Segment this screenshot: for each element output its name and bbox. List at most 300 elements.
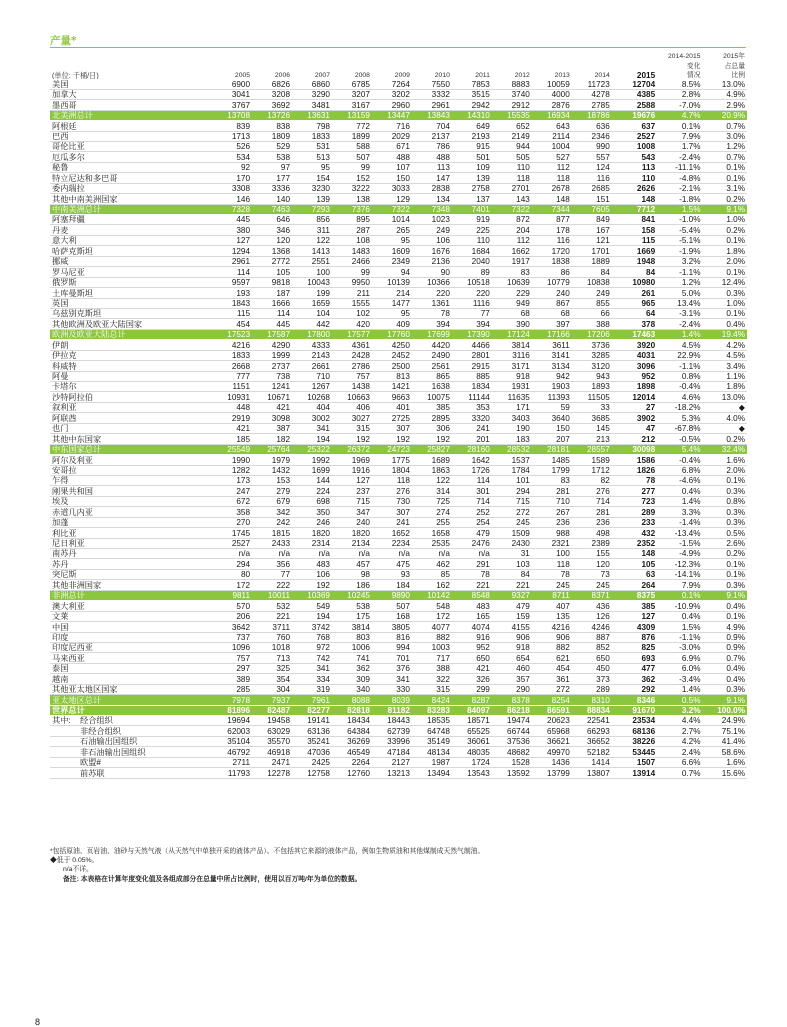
value-cell: 389 xyxy=(212,674,252,684)
value-cell: 2193 xyxy=(452,131,492,141)
value-cell: 10268 xyxy=(292,392,332,402)
value-cell: 877 xyxy=(532,215,572,225)
value-cell: 341 xyxy=(372,674,412,684)
value-2015: 12704 xyxy=(612,79,657,89)
group-row xyxy=(50,736,747,746)
row-label: 赤道几内亚 xyxy=(50,507,212,517)
value-cell: 314 xyxy=(412,486,452,496)
share-cell: 3.4% xyxy=(703,361,747,371)
value-cell: 7605 xyxy=(572,204,612,214)
share-cell: 4.5% xyxy=(703,350,747,360)
value-2015: 19676 xyxy=(612,110,657,120)
value-cell: 1368 xyxy=(252,246,292,256)
change-cell: -3.0% xyxy=(657,642,702,652)
change-cell: -4.9% xyxy=(657,549,702,559)
value-cell: 701 xyxy=(372,653,412,663)
value-cell: 2561 xyxy=(412,361,452,371)
value-cell: 10639 xyxy=(492,277,532,287)
value-cell: 1006 xyxy=(332,642,372,652)
country-row xyxy=(50,611,747,621)
value-cell: 838 xyxy=(252,121,292,131)
value-cell: 717 xyxy=(412,653,452,663)
value-cell: 1799 xyxy=(532,465,572,475)
value-cell: 3320 xyxy=(452,413,492,423)
value-cell: 3208 xyxy=(252,89,292,99)
row-label: 阿联酋 xyxy=(50,413,212,423)
country-row xyxy=(50,496,747,506)
value-cell: 2234 xyxy=(372,538,412,548)
value-cell: 4155 xyxy=(492,622,532,632)
value-cell: 1699 xyxy=(292,465,332,475)
region-total-row xyxy=(50,590,747,600)
value-cell: 33 xyxy=(572,402,612,412)
value-2015: 113 xyxy=(612,162,657,172)
row-label: 意大利 xyxy=(50,235,212,245)
country-row xyxy=(50,486,747,496)
row-label: 中东国家总计 xyxy=(50,444,212,454)
value-cell: 942 xyxy=(532,371,572,381)
value-2015: 385 xyxy=(612,601,657,611)
share-cell: 0.9% xyxy=(703,642,747,652)
value-cell: 4420 xyxy=(412,340,452,350)
value-cell: 82277 xyxy=(292,705,332,715)
value-cell: 315 xyxy=(332,423,372,433)
value-cell: 350 xyxy=(292,507,332,517)
value-2015: 12014 xyxy=(612,392,657,402)
value-cell: 84 xyxy=(572,267,612,277)
value-2015: 212 xyxy=(612,434,657,444)
value-cell: 307 xyxy=(372,507,412,517)
value-cell: 2425 xyxy=(292,757,332,767)
value-cell: 2029 xyxy=(372,131,412,141)
value-cell: 11635 xyxy=(492,392,532,402)
row-label: 尼日利亚 xyxy=(50,538,212,548)
value-cell: 380 xyxy=(212,225,252,235)
value-cell: 153 xyxy=(252,475,292,485)
value-cell: 4278 xyxy=(572,89,612,99)
share-cell: 100.0% xyxy=(703,705,747,715)
value-cell: 126 xyxy=(572,611,612,621)
value-cell: 13447 xyxy=(372,110,412,120)
value-cell: 199 xyxy=(292,288,332,298)
change-cell: -3.1% xyxy=(657,308,702,318)
value-cell: 527 xyxy=(532,152,572,162)
change-cell: 0.1% xyxy=(657,121,702,131)
value-cell: 865 xyxy=(412,371,452,381)
value-cell: 1999 xyxy=(252,350,292,360)
value-cell: 68 xyxy=(532,308,572,318)
value-cell: 6826 xyxy=(252,79,292,89)
value-cell: 326 xyxy=(452,674,492,684)
row-label: 挪威 xyxy=(50,256,212,266)
value-cell: 194 xyxy=(292,611,332,621)
value-cell: 1555 xyxy=(332,298,372,308)
share-cell: 9.1% xyxy=(703,695,747,705)
value-cell: 3033 xyxy=(372,183,412,193)
value-cell: 454 xyxy=(212,319,252,329)
value-cell: 49970 xyxy=(532,747,572,757)
header-row-1 xyxy=(50,51,747,60)
value-cell: 9811 xyxy=(212,590,252,600)
change-cell: 2.4% xyxy=(657,747,702,757)
share-cell: 3.1% xyxy=(703,183,747,193)
value-2015: 4385 xyxy=(612,89,657,99)
value-cell: 77 xyxy=(452,308,492,318)
value-cell: 294 xyxy=(212,559,252,569)
value-cell: n/a xyxy=(452,549,492,559)
share-header-bot: 比例 xyxy=(731,72,745,80)
value-cell: 855 xyxy=(572,298,612,308)
header-row-3 xyxy=(50,70,747,79)
value-cell: 204 xyxy=(492,225,532,235)
value-cell: 18434 xyxy=(332,716,372,726)
row-label: 哈萨克斯坦 xyxy=(50,246,212,256)
value-cell: 11793 xyxy=(212,768,252,778)
value-cell: 7961 xyxy=(292,695,332,705)
row-label: 其他亚太地区国家 xyxy=(50,684,212,694)
value-cell: 214 xyxy=(372,288,412,298)
value-2015: 637 xyxy=(612,121,657,131)
value-cell: 245 xyxy=(572,580,612,590)
value-2015: 38226 xyxy=(612,736,657,746)
value-cell: 190 xyxy=(492,423,532,433)
value-cell: 108 xyxy=(332,235,372,245)
value-cell: 185 xyxy=(212,434,252,444)
value-cell: 2040 xyxy=(452,256,492,266)
value-cell: n/a xyxy=(332,549,372,559)
value-cell: 2772 xyxy=(252,256,292,266)
value-cell: 1282 xyxy=(212,465,252,475)
value-cell: 159 xyxy=(492,611,532,621)
value-cell: 7322 xyxy=(492,204,532,214)
share-cell: 4.9% xyxy=(703,622,747,632)
value-cell: 116 xyxy=(572,173,612,183)
country-row xyxy=(50,642,747,652)
row-label: 埃及 xyxy=(50,496,212,506)
value-cell: 109 xyxy=(452,162,492,172)
value-2015: 362 xyxy=(612,674,657,684)
country-row xyxy=(50,528,747,538)
change-cell: 5.4% xyxy=(657,444,702,454)
share-cell: 3.0% xyxy=(703,131,747,141)
group-row xyxy=(50,747,747,757)
value-cell: 155 xyxy=(572,549,612,559)
year-header: 2011 xyxy=(475,72,490,80)
change-cell: 1.7% xyxy=(657,141,702,151)
share-cell: 19.4% xyxy=(703,329,747,339)
value-2015: 7712 xyxy=(612,204,657,214)
value-cell: 3814 xyxy=(492,340,532,350)
value-cell: 241 xyxy=(372,517,412,527)
value-cell: 35570 xyxy=(252,736,292,746)
country-row xyxy=(50,308,747,318)
value-cell: 95 xyxy=(372,235,412,245)
value-cell: 1483 xyxy=(332,246,372,256)
share-cell: 2.0% xyxy=(703,256,747,266)
value-cell: 2490 xyxy=(412,350,452,360)
value-cell: 140 xyxy=(252,194,292,204)
value-cell: 10245 xyxy=(332,590,372,600)
value-cell: 240 xyxy=(332,517,372,527)
value-cell: 8310 xyxy=(572,695,612,705)
value-cell: 83 xyxy=(492,267,532,277)
value-cell: 9950 xyxy=(332,277,372,287)
value-cell: 265 xyxy=(372,225,412,235)
value-cell: 100 xyxy=(292,267,332,277)
value-cell: 2912 xyxy=(492,100,532,110)
value-cell: 59 xyxy=(532,402,572,412)
value-cell: 17800 xyxy=(292,329,332,339)
value-cell: 13726 xyxy=(252,110,292,120)
value-cell: 2114 xyxy=(532,131,572,141)
country-row xyxy=(50,162,747,172)
value-cell: 1638 xyxy=(412,382,452,392)
value-cell: 4466 xyxy=(452,340,492,350)
value-cell: 406 xyxy=(332,402,372,412)
value-cell: 1662 xyxy=(492,246,532,256)
value-cell: 3290 xyxy=(292,89,332,99)
value-2015: 148 xyxy=(612,194,657,204)
value-cell: 3740 xyxy=(492,89,532,99)
value-cell: 207 xyxy=(532,434,572,444)
value-cell: 548 xyxy=(412,601,452,611)
share-cell: 0.3% xyxy=(703,684,747,694)
value-cell: 17206 xyxy=(572,329,612,339)
value-cell: 291 xyxy=(452,559,492,569)
value-cell: 8711 xyxy=(532,590,572,600)
share-cell: 4.2% xyxy=(703,340,747,350)
share-cell: 0.7% xyxy=(703,121,747,131)
row-label: 厄瓜多尔 xyxy=(50,152,212,162)
value-cell: 10043 xyxy=(292,277,332,287)
value-cell: 154 xyxy=(292,173,332,183)
value-cell: 777 xyxy=(212,371,252,381)
value-cell: 1804 xyxy=(372,465,412,475)
value-cell: 652 xyxy=(492,121,532,131)
country-row xyxy=(50,298,747,308)
value-cell: 3222 xyxy=(332,183,372,193)
value-cell: 1726 xyxy=(452,465,492,475)
value-cell: 2466 xyxy=(332,256,372,266)
value-2015: 1507 xyxy=(612,757,657,767)
value-cell: 122 xyxy=(412,475,452,485)
value-cell: 112 xyxy=(532,162,572,172)
value-cell: 17523 xyxy=(212,329,252,339)
value-cell: 1834 xyxy=(452,382,492,392)
share-cell: 15.6% xyxy=(703,768,747,778)
value-cell: 65525 xyxy=(452,726,492,736)
country-row xyxy=(50,194,747,204)
value-cell: 895 xyxy=(332,215,372,225)
country-row xyxy=(50,371,747,381)
value-cell: 906 xyxy=(492,632,532,642)
value-cell: 206 xyxy=(212,611,252,621)
value-cell: 84097 xyxy=(452,705,492,715)
value-cell: 549 xyxy=(292,601,332,611)
value-cell: 714 xyxy=(572,496,612,506)
country-row xyxy=(50,507,747,517)
change-cell: 0.4% xyxy=(657,611,702,621)
value-cell: 62003 xyxy=(212,726,252,736)
value-cell: 279 xyxy=(252,486,292,496)
country-row xyxy=(50,465,747,475)
country-row xyxy=(50,225,747,235)
row-label: 突尼斯 xyxy=(50,569,212,579)
value-cell: 17577 xyxy=(332,329,372,339)
value-cell: 14310 xyxy=(452,110,492,120)
value-cell: 421 xyxy=(452,663,492,673)
value-cell: 194 xyxy=(292,434,332,444)
share-cell: 0.1% xyxy=(703,235,747,245)
value-cell: 2915 xyxy=(452,361,492,371)
value-cell: 19474 xyxy=(492,716,532,726)
share-cell: 4.9% xyxy=(703,89,747,99)
share-cell: 1.2% xyxy=(703,141,747,151)
value-cell: 319 xyxy=(292,684,332,694)
value-cell: 8254 xyxy=(532,695,572,705)
value-cell: 3202 xyxy=(372,89,412,99)
year-header-2015: 2015 xyxy=(636,71,656,80)
share-cell: 13.0% xyxy=(703,392,747,402)
share-cell: 0.5% xyxy=(703,528,747,538)
value-cell: 3207 xyxy=(332,89,372,99)
value-cell: 8371 xyxy=(572,590,612,600)
share-cell: 1.8% xyxy=(703,382,747,392)
country-row xyxy=(50,215,747,225)
country-row xyxy=(50,559,747,569)
value-cell: 534 xyxy=(212,152,252,162)
value-cell: 24723 xyxy=(372,444,412,454)
value-cell: 404 xyxy=(292,402,332,412)
value-cell: 1720 xyxy=(532,246,572,256)
value-2015: 30098 xyxy=(612,444,657,454)
value-cell: 147 xyxy=(412,173,452,183)
value-cell: 9818 xyxy=(252,277,292,287)
change-header-top: 2014-2015 xyxy=(668,53,701,61)
value-cell: 13807 xyxy=(572,768,612,778)
country-row xyxy=(50,256,747,266)
row-label: 特立尼达和多巴哥 xyxy=(50,173,212,183)
value-cell: 16934 xyxy=(532,110,572,120)
value-cell: 124 xyxy=(572,162,612,172)
value-cell: 513 xyxy=(292,152,332,162)
value-cell: 7348 xyxy=(412,204,452,214)
change-cell: -4.6% xyxy=(657,475,702,485)
header-row-2 xyxy=(50,60,747,69)
value-cell: 3171 xyxy=(492,361,532,371)
value-cell: 501 xyxy=(452,152,492,162)
value-cell: 35104 xyxy=(212,736,252,746)
value-cell: 1689 xyxy=(412,455,452,465)
value-2015: 148 xyxy=(612,549,657,559)
share-cell: 0.3% xyxy=(703,288,747,298)
value-cell: 538 xyxy=(252,152,292,162)
change-cell: 3.2% xyxy=(657,705,702,715)
value-2015: 965 xyxy=(612,298,657,308)
value-cell: 390 xyxy=(492,319,532,329)
value-cell: 3332 xyxy=(412,89,452,99)
change-cell: -0.4% xyxy=(657,455,702,465)
group-row xyxy=(50,716,747,726)
year-header: 2012 xyxy=(514,72,530,80)
value-cell: 1096 xyxy=(212,642,252,652)
value-cell: 6785 xyxy=(332,79,372,89)
value-cell: 127 xyxy=(332,475,372,485)
value-cell: 3230 xyxy=(292,183,332,193)
value-cell: 2838 xyxy=(412,183,452,193)
value-cell: 483 xyxy=(452,601,492,611)
value-cell: 852 xyxy=(572,642,612,652)
value-cell: 872 xyxy=(492,215,532,225)
value-2015: 3902 xyxy=(612,413,657,423)
value-cell: 306 xyxy=(412,423,452,433)
value-cell: 532 xyxy=(252,601,292,611)
value-cell: 4216 xyxy=(212,340,252,350)
row-label: 非洲总计 xyxy=(50,590,212,600)
value-cell: 557 xyxy=(572,152,612,162)
value-cell: 1589 xyxy=(572,455,612,465)
value-cell: 28532 xyxy=(492,444,532,454)
value-cell: 2149 xyxy=(492,131,532,141)
row-label xyxy=(50,716,212,726)
value-cell: 2321 xyxy=(532,538,572,548)
country-row xyxy=(50,382,747,392)
value-2015: 277 xyxy=(612,486,657,496)
value-cell: 483 xyxy=(292,559,332,569)
value-cell: 1421 xyxy=(372,382,412,392)
row-label: 墨西哥 xyxy=(50,100,212,110)
value-cell: 7463 xyxy=(252,204,292,214)
value-cell: 420 xyxy=(332,319,372,329)
value-cell: 47184 xyxy=(372,747,412,757)
value-cell: 798 xyxy=(292,121,332,131)
value-cell: 62739 xyxy=(372,726,412,736)
value-cell: 856 xyxy=(292,215,332,225)
country-row xyxy=(50,350,747,360)
value-cell: 1784 xyxy=(492,465,532,475)
value-cell: 221 xyxy=(492,580,532,590)
value-cell: 11723 xyxy=(572,79,612,89)
share-cell: 0.1% xyxy=(703,559,747,569)
footnote-remark: 备注: 本表格在计算年度变化值及各组成部分在总量中所占比例时，使用以百万吨/年为单位的数据。 xyxy=(63,875,362,883)
value-cell: 118 xyxy=(492,173,532,183)
value-cell: 7937 xyxy=(252,695,292,705)
share-cell: 0.1% xyxy=(703,475,747,485)
share-cell: ◆ xyxy=(703,402,747,412)
value-cell: 1713 xyxy=(212,131,252,141)
value-cell: 99 xyxy=(332,267,372,277)
value-cell: 252 xyxy=(452,507,492,517)
value-cell: 83 xyxy=(532,475,572,485)
value-cell: 9327 xyxy=(492,590,532,600)
row-label: 也门 xyxy=(50,423,212,433)
value-cell: 105 xyxy=(252,267,292,277)
value-cell: 1003 xyxy=(412,642,452,652)
change-cell: -14.1% xyxy=(657,569,702,579)
row-label: 乍得 xyxy=(50,475,212,485)
region-total-row xyxy=(50,329,747,339)
value-cell: 1990 xyxy=(212,455,252,465)
value-cell: 48134 xyxy=(412,747,452,757)
value-cell: 311 xyxy=(292,225,332,235)
value-cell: 1979 xyxy=(252,455,292,465)
value-2015: 4031 xyxy=(612,350,657,360)
value-cell: 11505 xyxy=(572,392,612,402)
change-cell: 22.9% xyxy=(657,350,702,360)
row-label: 中南美洲总计 xyxy=(50,204,212,214)
value-cell: 3141 xyxy=(532,350,572,360)
value-cell: 715 xyxy=(332,496,372,506)
